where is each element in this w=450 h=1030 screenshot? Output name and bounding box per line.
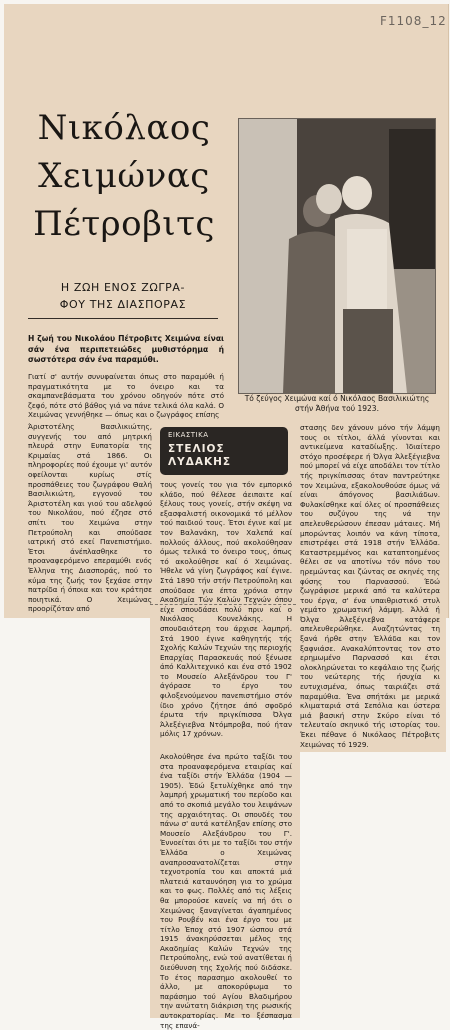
cut-line	[150, 604, 296, 605]
article-photo	[238, 118, 436, 394]
article-column-continued: Ακολούθησε ένα πρώτο ταξίδι του στα προαναφερόμενα εταιρίας καί ένα ταξίδι στήν Έλλάδα (1904 — 1905). Έδώ ξετυλίχθηκε από την λαμπρή χρωματική του περίοδο και από το σκοπιά μεγάλο του λειψάνων της αρχαιότητας. Οι σπουδές του πάνω σ' αυτά κατέληξαν επίσης στο Μουσείο Αλεξάνδρου του Γ'. Έννοείται ότι με το ταξίδι του στήν Έλλάδα ο Χειμώνας αναπροσανατολίζεται στην τεχνοτροπία του και αποκτά μιά πλατειά καταυνόηση για το χρώμα και το φως. Πολλές από τις λέξεις θα μπορούσε κανείς να πή ότι ο Χειμώνας ξαναγίνεται άγαπημένος του Ρουβέν και ένα έργο του με τίτλο Έποχ στό 1907 ώσπου στά 1915 άνακηρύσσεται μέλος της Ακαδημίας Καλών Τεχνών της Πετρούπολης, ενώ τού ανατίθεται ή διεύθυνση της Σχολής πού διδάσκε. Το έτος παρασημο ακολουθεί το άλλο, με αποκορύφωμα το παράσημο τού Αγίου Βλαδιμήρου την ανώτατη διάκριση της ρωσικής αυτοκρατορίας. Με το ξέσπασμα της επανά-	[160, 752, 292, 1030]
article-intro: Γιατί σ' αυτήν συνυφαίνεται όπως στο παραμύθι ή πραγματικότητα με το όνειρο και τα σκαμπανεβάσματα του χρόνου οδηγούν πότε στό ζεφό, πότε στό βάθος γιά να πάνε τελικά όλα καλά. Ο Χειμώνας γεννήθηκε — όπως και ο ζωγράφος επίσης	[28, 372, 224, 420]
archive-note: F1108_12	[380, 14, 447, 28]
article-title	[20, 104, 228, 248]
author-byline	[160, 427, 288, 475]
article-subtitle	[28, 279, 218, 313]
title-line: Χειμώνας	[38, 156, 210, 196]
byline-kicker: ΕΙΚΑΣΤΙΚΑ	[168, 431, 209, 439]
subtitle-line: Η ΖΩΗ ΕΝΟΣ ΖΩΓΡΑ-	[60, 281, 186, 294]
title-line: Πέτροβιτς	[33, 204, 215, 244]
subtitle-line: ΦΟΥ ΤΗΣ ΔΙΑΣΠΟΡΑΣ	[59, 298, 187, 311]
byline-author	[168, 443, 231, 469]
article-column-left: Άριστοτέλης Βασιλικιώτης, συγγενής του από μητρική πλευρά στην Ευπατορία της Κριμαίας στά 1866. Οι πληροφορίες πού έχουμε γι' αυτόν οφείλονται κυρίως στίς προσπάθειες του ζωγράφου Θαλή Βασιλικιώτη, εγγονού του Άριστοτέλη και γιού του αδελφού του Νικολάου, πού έζησε στό σπίτι του Χειμώνα στην Πετρούπολη και σπούδασε ιατρική στό εκεί Πανεπιστήμιο. Έτσι άνέπλασθηκε το προαναφερόμενο επεραμύθι ενός Έλληνα της Διασποράς, πού το κύμα της ζωής τον ξεχάσε στην πατρίδα ή όποια και τον κράτησε ποιητικά. Ο Χειμώνας προορίζόταν από	[28, 422, 152, 614]
photo-image	[239, 119, 435, 393]
subtitle-rule	[28, 318, 218, 319]
title-line: Νικόλαος	[37, 108, 211, 148]
article-column-right: στασης δεν χάνουν μόνο τήν λάμψη τους οι τίτλοι, άλλά γίνονται και αντικείμενα καταδίωξης. Ίδιαίτερο στόχο προσέφερε ή Όλγα Άλεξέγιεβνα πού μπορεί νά είχε αποδάλει τον τίτλο τής πριγκίπισσας όταν παντρεύτηκε τον Χειμώνα, εξακολουθούσε όμως νά είναι άπόγονος βασιλιάδων. Φυλακίσθηκε καί όλες οί προσπάθειες του συζύγου της νά την απελευθερώσουν έπεσαν μάταιες. Μή μπορώντας λοιπόν να κάνη τίποτα, επιστρέφει στά 1918 στήν Έλλάδα. Καταστρεμμένος και καταπτοημένος θέλει σε να αποτίνω τόν πόνο του ηρεμώντας και ζώντας σε σκηνές της φύσης του Παρνασσού. Έδώ ζωγράφισε μερικά από τα καλύτερα του έργα, σ' ένα υπαιθριστικό στυλ γεμάτο χρωματική λάμψη. Άλλά ή Όλγα Άλεξέγιεβνα κατάφερε απελευθερώθηκε. Αναζητώντας τη ξανά ήρθε στην Έλλάδα και τον ξαφνιάσε. Ανακαλύπτοντας τον στο ερημωμένο Παρνασσό και έτσι ολοκληρώνεται το κεφάλαιο της ζωής του νεώτερης τής ήσυχία κι ευτυχισμένα, όπως ταιριάζει στά παραμύθια. Ένα σπήτάκι με μερικά κλιματαριά στά Σεπόλια και ύστερα μιά βασική στην Σκύρο είναι τό τελευταίο σκηνικό τής ιστορίας του. Έκει πέθανε ό Νικόλαος Πέτροβιτς Χειμώνας τό 1929.	[300, 423, 440, 749]
article-column-middle: τους γονείς του για τόν εμπορικό κλάδο, πού θέλεσε άειπαιτε καί ξέλους τους γονείς, στήν σκέψη να εξασφαλιστή οικονομικά τό μέλλον τού παιδιού τους. Έτσι έγινε καί με τον Βαλανάκη, τον Χαλεπά καί πολλούς άλλους, πού ακολούθησαν όμως τελικά το όνειρο τους, όπως τό ακολούθησε καί ό Χειμώνας. Ήθελε νά γίνη ζωγράφος καί έγινε. Στά 1890 τήν στήν Πετρούπολη και σπούδασε για έπτα χρόνια στην Ακαδημία Τών Καλών Τεχνών όπου είχε σπουδάσει πολύ πριν καί ο Νικόλαος Κουνελάκης. Η σπουδαιότερη του άρχισε λαμπρή. Στά 1900 έγινε καθηγητής τής Σχολής Καλών Τεχνών της περιοχής Επαρχίας Παρασκευάς πού ξένωσε άπό Καλλιτεχνικό και ένα στό 1902 το Μουσείο Αλεξάνδρου του Γ' άγόρασε το έργο του φιλοξενούμενου πανεπιστήμιο στόν ίδιο χρόνο ζήτησε άπό σφοδρό έρωτα τήν πριγκίπισσα Όλγα Άλεξέγιεβνα Ντόμπροβα, πού ήταν μόλις 17 χρόνων.	[160, 480, 292, 739]
author-line: ΣΤΕΛΙΟΣ	[168, 443, 225, 455]
photo-caption: Τό ζεύγος Χειμώνα καί ό Νικόλαος Βασιλικιώτης στήν Άθήνα τού 1923.	[244, 394, 430, 413]
author-line: ΛΥΔΑΚΗΣ	[168, 456, 232, 468]
article-lede: Η ζωή του Νικολάου Πέτροβιτς Χειμώνα είναι σάν ένα περιπετειώδες μυθιστόρημα ή σωστότερα σάν ένα παραμύθι.	[28, 334, 224, 364]
